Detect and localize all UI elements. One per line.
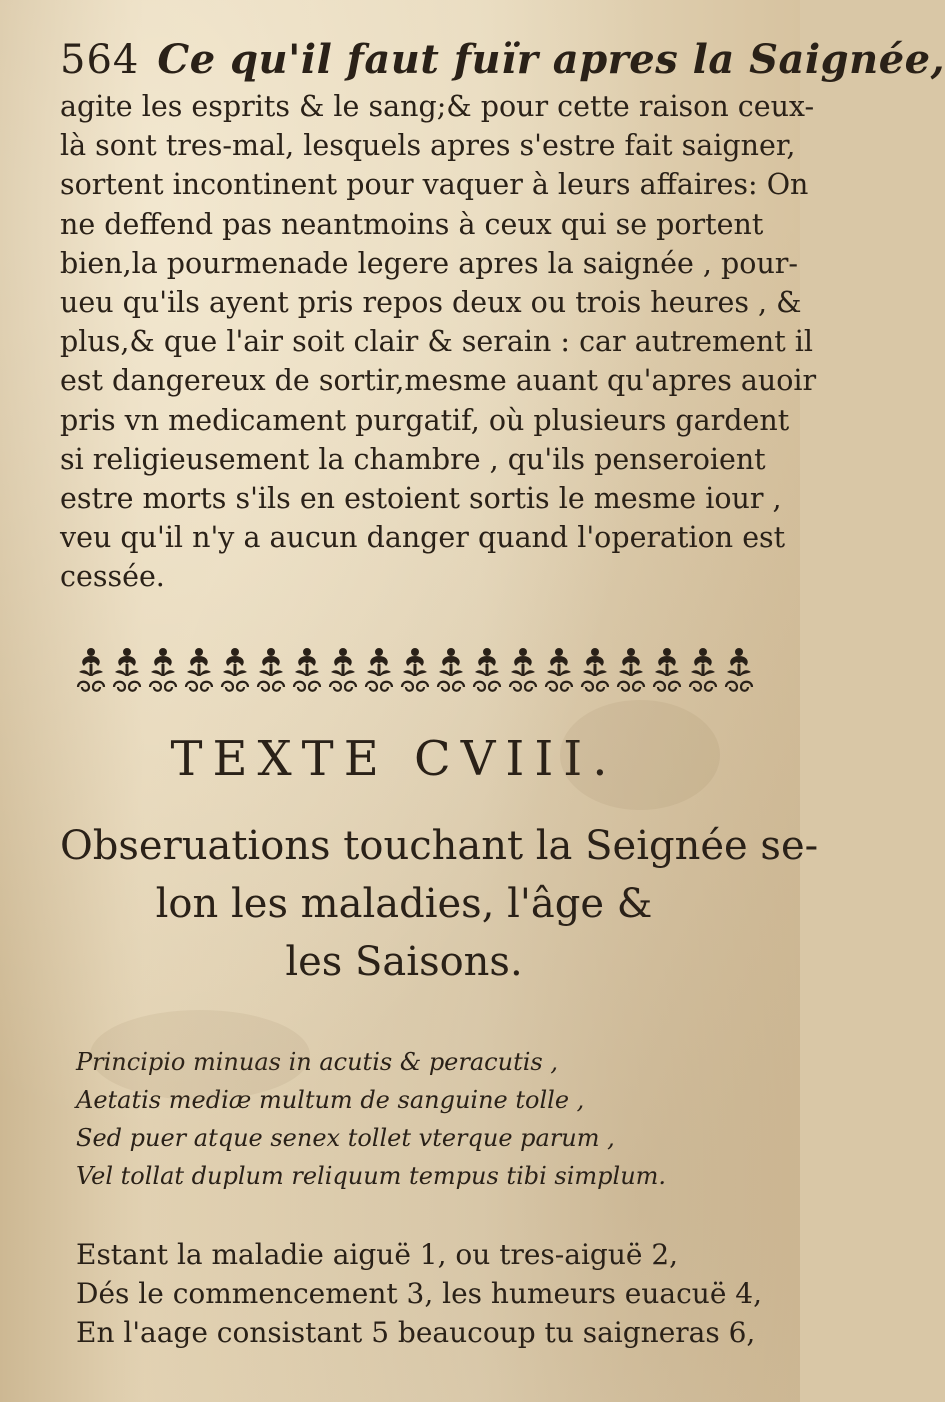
page-number: 564	[60, 37, 140, 83]
section-title: TEXTE CVIII.	[170, 730, 618, 787]
fleuron-icon	[184, 647, 214, 693]
running-head: Ce qu'il faut fuïr apres la Saignée,	[157, 36, 945, 83]
body-line: plus,& que l'air soit clair & serain : car autrement il	[60, 325, 814, 359]
fleuron-icon	[652, 647, 682, 693]
fleuron-icon	[328, 647, 358, 693]
fleuron-icon	[400, 647, 430, 693]
section-heading	[60, 817, 819, 991]
fleuron-icon	[580, 647, 610, 693]
fleuron-icon	[724, 647, 754, 693]
body-line: veu qu'il n'y a aucun danger quand l'operation est	[60, 521, 786, 555]
fleuron-icon	[364, 647, 394, 693]
heading-line: Obseruations touchant la Seignée se-	[60, 822, 819, 869]
fleuron-icon	[688, 647, 718, 693]
body-line: ueu qu'ils ayent pris repos deux ou trois heures , &	[60, 286, 802, 320]
body-line: pris vn medicament purgatif, où plusieurs gardent	[60, 403, 790, 437]
body-line: là sont tres-mal, lesquels apres s'estre fait saigner,	[60, 129, 796, 163]
body-line: sortent incontinent pour vaquer à leurs affaires: On	[60, 168, 809, 202]
body-line: si religieusement la chambre , qu'ils penseroient	[60, 442, 766, 476]
heading-line: les Saisons.	[285, 938, 523, 985]
verse-line: Vel tollat duplum reliquum tempus tibi simplum.	[76, 1161, 667, 1190]
verse-line: Aetatis mediæ multum de sanguine tolle ,	[76, 1085, 585, 1114]
fleuron-icon	[292, 647, 322, 693]
body-line: cessée.	[60, 560, 165, 594]
fleuron-icon	[220, 647, 250, 693]
latin-verse	[76, 1043, 748, 1195]
body-paragraph	[60, 87, 817, 597]
fleuron-icon	[148, 647, 178, 693]
fleuron-icon	[472, 647, 502, 693]
body-line: ne deffend pas neantmoins à ceux qui se portent	[60, 207, 764, 241]
rhyme-line: En l'aage consistant 5 beaucoup tu saigneras 6,	[76, 1315, 756, 1349]
body-line: agite les esprits & le sang;& pour cette raison ceux-	[60, 90, 815, 123]
fleuron-icon	[256, 647, 286, 693]
body-line: estre morts s'ils en estoient sortis le mesme iour ,	[60, 482, 782, 516]
body-line: est dangereux de sortir,mesme auant qu'apres auoir	[60, 364, 817, 398]
rhyme-line: Dés le commencement 3, les humeurs euacuë 4,	[76, 1276, 762, 1310]
page-header	[60, 36, 945, 83]
verse-line: Principio minuas in acutis & peracutis ,	[76, 1047, 558, 1076]
fleuron-icon	[76, 647, 106, 693]
heading-line: lon les maladies, l'âge &	[155, 880, 653, 927]
french-rhyme	[76, 1235, 762, 1352]
fleuron-icon	[508, 647, 538, 693]
fleuron-icon	[616, 647, 646, 693]
body-line: bien,la pourmenade legere apres la saignée , pour-	[60, 246, 799, 280]
fleuron-icon	[544, 647, 574, 693]
verse-line: Sed puer atque senex tollet vterque parum ,	[76, 1123, 615, 1152]
fleuron-icon	[112, 647, 142, 693]
fleuron-icon	[436, 647, 466, 693]
ornament-band	[76, 645, 754, 693]
rhyme-line: Estant la maladie aiguë 1, ou tres-aiguë 2,	[76, 1237, 679, 1271]
